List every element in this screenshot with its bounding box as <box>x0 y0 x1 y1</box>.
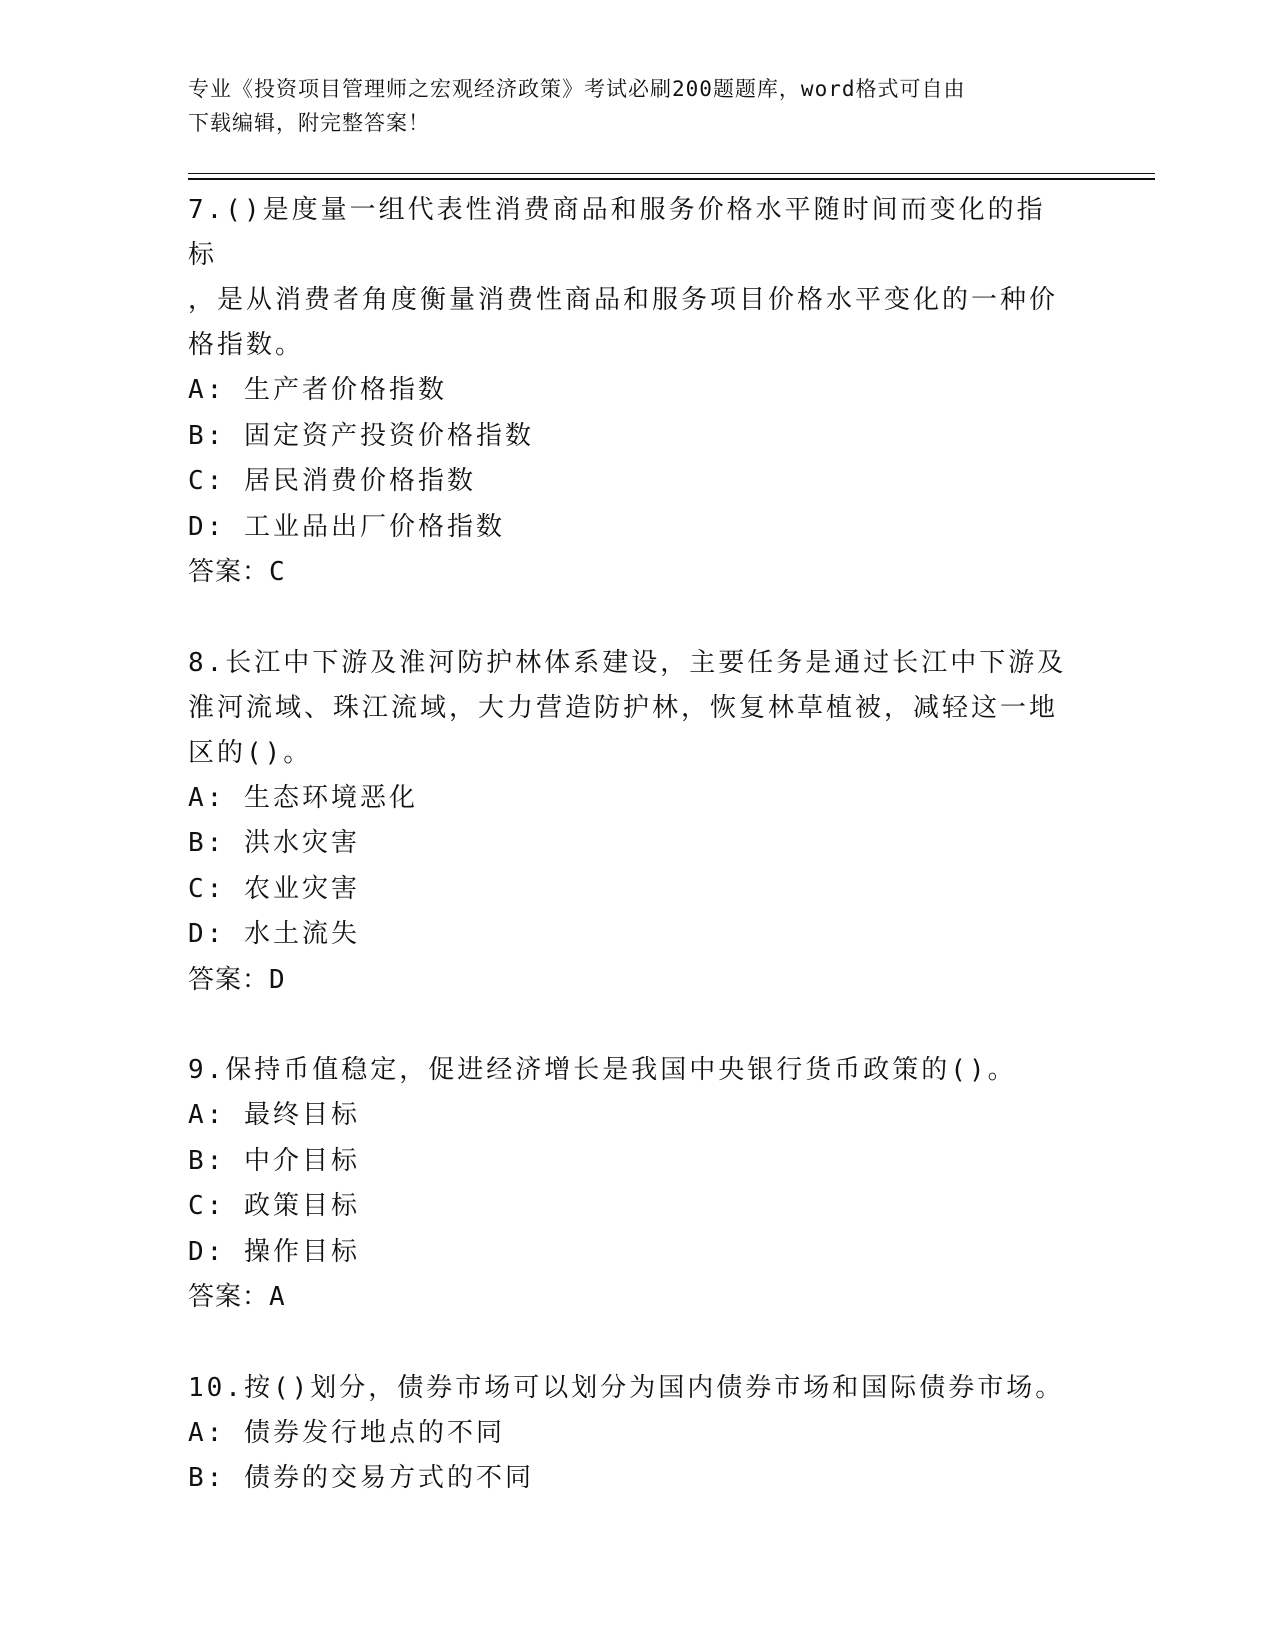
question-spacer <box>188 596 1068 641</box>
option-c: C: 政策目标 <box>188 1191 360 1221</box>
question-stem-line: 淮河流域、珠江流域，大力营造防护林，恢复林草植被，减轻这一地 <box>188 692 1059 723</box>
question-list <box>188 188 1068 1502</box>
option-c: C: 居民消费价格指数 <box>188 466 476 496</box>
answer: 答案：A <box>188 1282 286 1312</box>
question-stem-line: 格指数。 <box>188 330 305 360</box>
answer: 答案：C <box>188 557 286 587</box>
option-b: B: 洪水灾害 <box>188 828 360 858</box>
header-line-2: 下载编辑，附完整答案！ <box>188 111 430 135</box>
question-stem-line: 区的()。 <box>188 737 313 768</box>
answer: 答案：D <box>188 964 286 995</box>
question-spacer <box>188 1003 1068 1048</box>
option-a: A: 最终目标 <box>188 1100 360 1130</box>
option-d: D: 工业品出厂价格指数 <box>188 511 505 542</box>
question-stem-line: 10.按()划分，债券市场可以划分为国内债券市场和国际债券市场。 <box>188 1372 1065 1403</box>
header-line-1: 专业《投资项目管理师之宏观经济政策》考试必刷200题题库，word格式可自由 <box>188 77 966 101</box>
question-10 <box>188 1366 1068 1502</box>
question-7 <box>188 188 1068 596</box>
question-stem-line: ，是从消费者角度衡量消费性商品和服务项目价格水平变化的一种价 <box>188 285 1059 315</box>
option-c: C: 农业灾害 <box>188 873 360 904</box>
option-b: B: 债券的交易方式的不同 <box>188 1463 534 1493</box>
header-divider-thick <box>188 178 1155 180</box>
question-9 <box>188 1048 1068 1321</box>
option-d: D: 水土流失 <box>188 919 360 949</box>
option-a: A: 生态环境恶化 <box>188 782 418 813</box>
option-d: D: 操作目标 <box>188 1236 360 1267</box>
question-stem-line: 9.保持币值稳定，促进经济增长是我国中央银行货币政策的()。 <box>188 1055 1017 1085</box>
question-stem-line: 8.长江中下游及淮河防护林体系建设，主要任务是通过长江中下游及 <box>188 647 1067 678</box>
option-b: B: 中介目标 <box>188 1145 360 1176</box>
option-a: A: 生产者价格指数 <box>188 375 447 405</box>
question-8 <box>188 641 1068 1004</box>
option-a: A: 债券发行地点的不同 <box>188 1417 505 1448</box>
document-header <box>188 72 1068 140</box>
question-spacer <box>188 1321 1068 1366</box>
question-stem-line: 7.()是度量一组代表性消费商品和服务价格水平随时间而变化的指标 <box>188 195 1046 270</box>
option-b: B: 固定资产投资价格指数 <box>188 420 534 451</box>
header-divider-thin <box>188 173 1155 174</box>
